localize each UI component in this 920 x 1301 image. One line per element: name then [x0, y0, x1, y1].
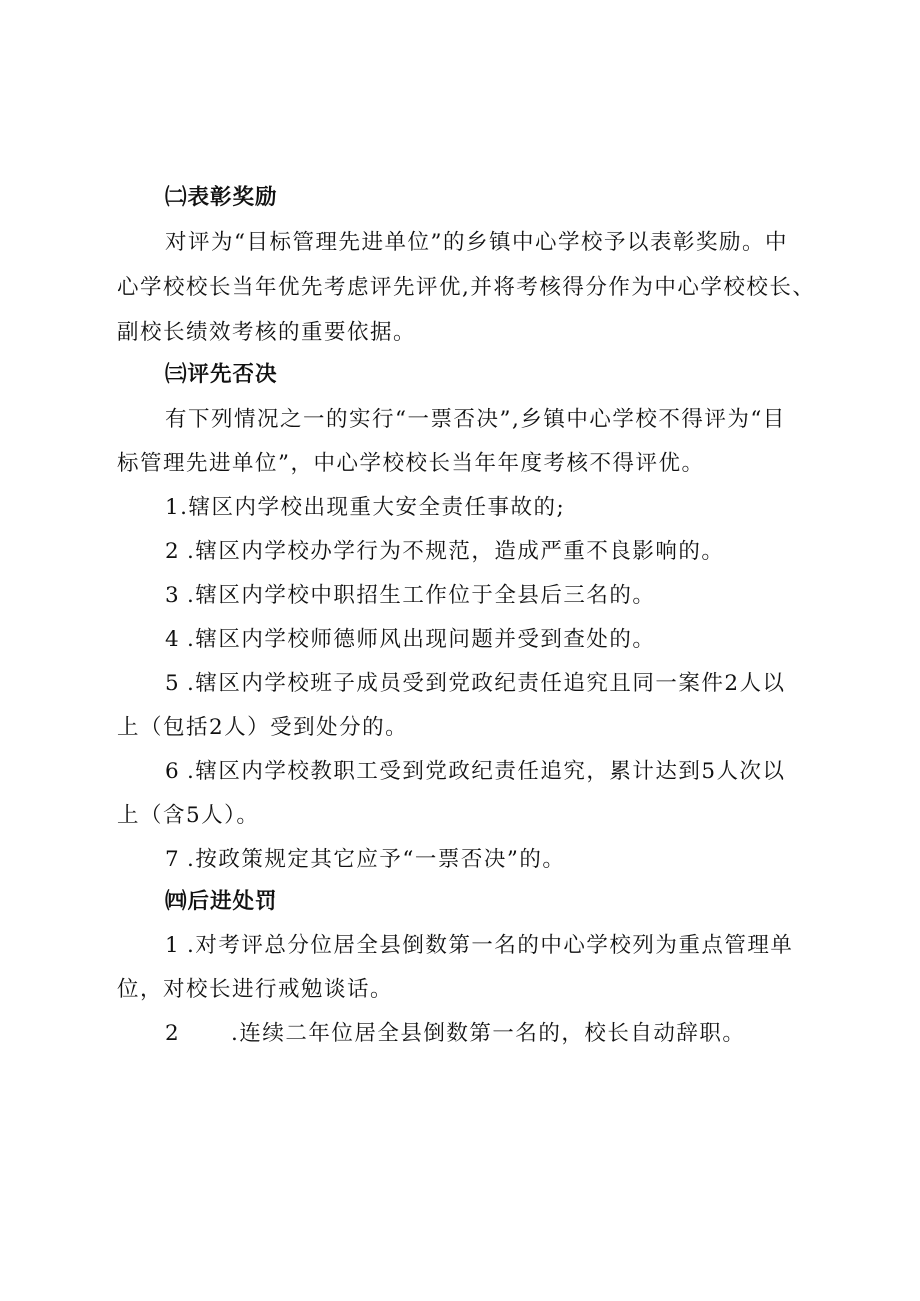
list-item-number: 3 [165, 583, 181, 608]
paragraph-line: 标管理先进单位”，中心学校校长当年年度考核不得评优。 [117, 451, 705, 476]
list-item-text: .辖区内学校师德师风出现问题并受到查处的。 [187, 627, 656, 652]
list-item-number: 6 [165, 759, 181, 784]
list-item [165, 754, 786, 785]
list-item-text: .辖区内学校班子成员受到党政纪责任追究且同一案件2人以 [187, 671, 786, 696]
list-item-number: 5 [165, 671, 181, 696]
list-item [165, 490, 565, 521]
list-item-number: 1 [165, 933, 181, 958]
list-item-text: .连续二年位居全县倒数第一名的，校长自动辞职。 [231, 1021, 746, 1046]
list-item-number: 1. [165, 495, 189, 520]
list-item-text: .辖区内学校办学行为不规范，造成严重不良影响的。 [187, 539, 725, 564]
list-item-text: 辖区内学校出现重大安全责任事故的; [188, 495, 566, 520]
paragraph-line: 有下列情况之一的实行“一票否决”,乡镇中心学校不得评为“目 [165, 407, 786, 432]
list-item [165, 666, 786, 697]
list-item-text: .辖区内学校教职工受到党政纪责任追究，累计达到5人次以 [187, 759, 786, 784]
paragraph-line: 对评为“目标管理先进单位”的乡镇中心学校予以表彰奖励。中 [165, 230, 788, 255]
section-heading-commendation: ㈡表彰奖励 [165, 185, 278, 210]
paragraph-line: 心学校校长当年优先考虑评先评优,并将考核得分作为中心学校校长、 [117, 275, 816, 300]
list-item-number: 2 [165, 539, 181, 564]
list-item-number: 7 [165, 847, 181, 872]
list-item-number: 2 [165, 1021, 181, 1046]
section-heading-penalty: ㈣后进处罚 [165, 889, 278, 914]
list-item [165, 578, 655, 609]
list-item-continuation: 位，对校长进行戒勉谈话。 [117, 977, 394, 1002]
list-item [165, 534, 724, 565]
list-item-continuation: 上（含5人）。 [117, 803, 260, 828]
section-heading-veto: ㈢评先否决 [165, 362, 278, 387]
list-item-number: 4 [165, 627, 181, 652]
list-item [165, 928, 793, 959]
list-item [165, 1016, 745, 1047]
list-item [165, 842, 565, 873]
paragraph-line: 副校长绩效考核的重要依据。 [117, 320, 417, 345]
list-item-text: .辖区内学校中职招生工作位于全县后三名的。 [187, 583, 656, 608]
list-item-text: .按政策规定其它应予“一票否决”的。 [187, 847, 566, 872]
list-item-continuation: 上（包括2人）受到处分的。 [117, 715, 409, 740]
list-item [165, 622, 655, 653]
list-item-text: .对考评总分位居全县倒数第一名的中心学校列为重点管理单 [187, 933, 794, 958]
